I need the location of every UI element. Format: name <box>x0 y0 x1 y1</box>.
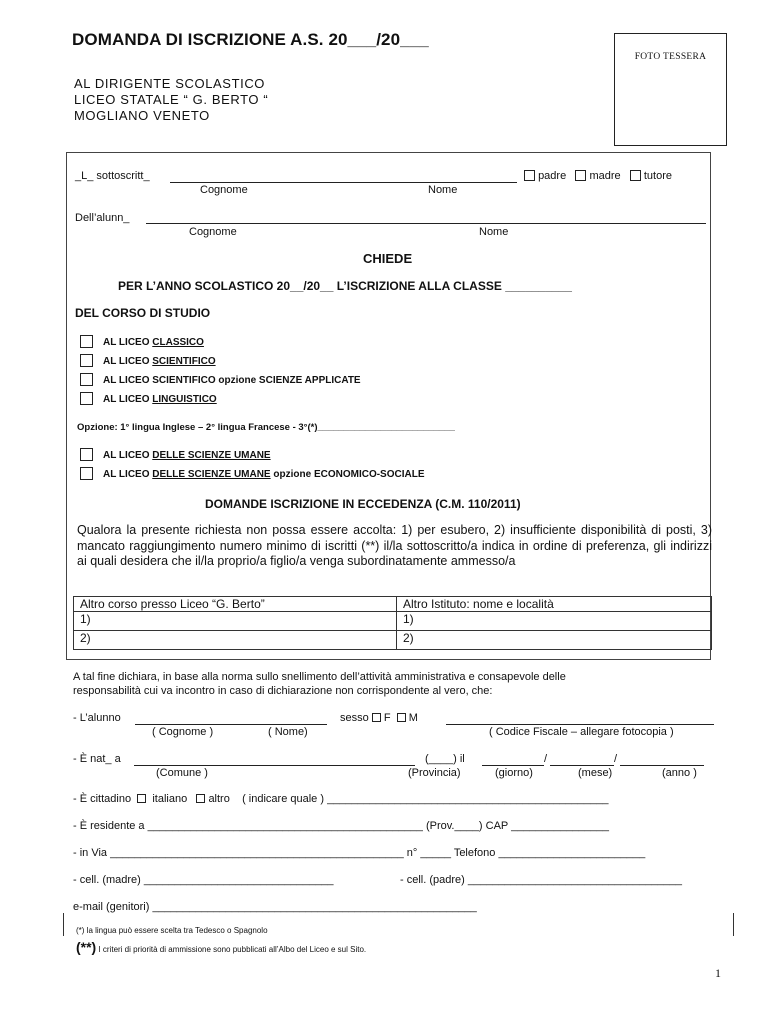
caption-anno: (anno ) <box>662 767 697 779</box>
caption-codice-fiscale: ( Codice Fiscale – allegare fotocopia ) <box>489 726 674 738</box>
table-cell[interactable]: 1) <box>397 612 712 631</box>
recipient-line-2: LICEO STATALE “ G. BERTO “ <box>74 92 269 107</box>
residente-row[interactable]: - È residente a _____________________________________________ (Prov.____) CAP ________________ <box>73 820 610 832</box>
sesso-group: sesso F M <box>340 712 418 724</box>
email-row[interactable]: e-mail (genitori) _____________________________________________________ <box>73 901 477 913</box>
course-scienze-umane[interactable]: AL LICEO DELLE SCIENZE UMANE <box>80 448 271 461</box>
course-economico-sociale[interactable]: AL LICEO DELLE SCIENZE UMANE opzione ECONOMICO-SOCIALE <box>80 467 425 480</box>
form-title: DOMANDA DI ISCRIZIONE A.S. 20___/20___ <box>72 30 429 49</box>
caption-provincia: (Provincia) <box>408 767 461 779</box>
mese-line[interactable] <box>550 765 614 766</box>
excess-heading: DOMANDE ISCRIZIONE IN ECCEDENZA (C.M. 110/2011) <box>205 497 521 511</box>
declaration-intro-1: A tal fine dichiara, in base alla norma sullo snellimento dell’attività amministrativa e consapevole delle <box>73 671 566 683</box>
scienze-umane-checkbox[interactable] <box>80 448 93 461</box>
alunno-label: - L’alunno <box>73 712 121 724</box>
provincia-il: (____) il <box>425 753 465 765</box>
applicant-label: _L_ sottoscritt_ <box>75 170 150 182</box>
madre-label: madre <box>589 170 621 182</box>
economico-sociale-checkbox[interactable] <box>80 467 93 480</box>
excess-paragraph: Qualora la presente richiesta non possa essere accolta: 1) per esubero, 2) insufficiente disponibilità di posti, 3) mancato raggiungimento numero minimo di iscritti (**) il/la sottoscritto/a indica in ordine di preferenza, gli indirizzi ai quali desidera che il/la proprio/a figlio/a venga subordinatamente ammesso/a <box>77 523 712 568</box>
altro-checkbox[interactable] <box>196 794 205 803</box>
cell-padre-row[interactable]: - cell. (padre) ___________________________________ <box>400 874 682 886</box>
language-option-line: Opzione: 1° lingua Inglese – 2° lingua Francese - 3°(*)__________________________ <box>77 422 455 433</box>
padre-checkbox[interactable] <box>524 170 535 181</box>
anno-line[interactable] <box>620 765 704 766</box>
alunno-name-line[interactable] <box>135 724 327 725</box>
table-header-altro-istituto: Altro Istituto: nome e località <box>397 597 712 612</box>
sesso-m-checkbox[interactable] <box>397 713 406 722</box>
left-margin-mark <box>63 913 64 936</box>
comune-line[interactable] <box>134 765 415 766</box>
caption-cognome: ( Cognome ) <box>152 726 214 738</box>
linguistico-checkbox[interactable] <box>80 392 93 405</box>
chiede-heading: CHIEDE <box>363 251 413 266</box>
italiano-checkbox[interactable] <box>137 794 146 803</box>
enrollment-frame <box>66 152 711 660</box>
tutore-label: tutore <box>643 170 672 182</box>
scienze-applicate-checkbox[interactable] <box>80 373 93 386</box>
caption-giorno: (giorno) <box>495 767 533 779</box>
student-name-line[interactable] <box>146 223 706 224</box>
codice-fiscale-line[interactable] <box>446 724 714 725</box>
nato-label: - È nat_ a <box>73 753 121 765</box>
right-margin-mark <box>733 913 734 936</box>
page-number: 1 <box>715 966 721 980</box>
footnote-2: (**) I criteri di priorità di ammissione sono pubblicati all’Albo del Liceo e sul Sito. <box>76 939 367 955</box>
date-sep-2: / <box>614 753 618 765</box>
declaration-intro-2: responsabilità cui va incontro in caso di dichiarazione non corrispondente al vero, che: <box>73 685 493 697</box>
cittadino-row: - È cittadino italiano altro ( indicare quale ) ______________________________________________ <box>73 793 609 805</box>
table-cell[interactable]: 2) <box>74 631 397 650</box>
footnote-1: (*) la lingua può essere scelta tra Tedesco o Spagnolo <box>76 926 268 935</box>
date-sep-1: / <box>544 753 548 765</box>
cell-madre-row[interactable]: - cell. (madre) _______________________________ <box>73 874 334 886</box>
via-row[interactable]: - in Via ________________________________________________ n° _____ Telefono ________________________ <box>73 847 646 859</box>
caption-mese: (mese) <box>578 767 613 779</box>
caption-comune: (Comune ) <box>156 767 208 779</box>
recipient-line-3: MOGLIANO VENETO <box>74 108 210 123</box>
student-cognome-caption: Cognome <box>189 226 237 238</box>
scientifico-checkbox[interactable] <box>80 354 93 367</box>
student-nome-caption: Nome <box>479 226 509 238</box>
applicant-nome-caption: Nome <box>428 184 458 196</box>
table-cell[interactable]: 1) <box>74 612 397 631</box>
table-header-altro-corso: Altro corso presso Liceo “G. Berto” <box>74 597 397 612</box>
school-year-line: PER L’ANNO SCOLASTICO 20__/20__ L’ISCRIZIONE ALLA CLASSE __________ <box>118 279 572 293</box>
altro-quale-field[interactable]: ( indicare quale ) ______________________________________________ <box>242 793 609 805</box>
sesso-f-checkbox[interactable] <box>372 713 381 722</box>
course-scientifico[interactable]: AL LICEO SCIENTIFICO <box>80 354 216 367</box>
course-scienze-applicate[interactable]: AL LICEO SCIENTIFICO opzione SCIENZE APPLICATE <box>80 373 361 386</box>
table-cell[interactable]: 2) <box>397 631 712 650</box>
recipient-line-1: AL DIRIGENTE SCOLASTICO <box>74 76 266 91</box>
padre-label: padre <box>538 170 567 182</box>
tutore-checkbox[interactable] <box>630 170 641 181</box>
applicant-roles <box>524 170 672 182</box>
applicant-cognome-caption: Cognome <box>200 184 248 196</box>
student-label: Dell’alunn_ <box>75 212 130 224</box>
course-linguistico[interactable]: AL LICEO LINGUISTICO <box>80 392 217 405</box>
alternatives-table <box>73 596 712 650</box>
course-classico[interactable]: AL LICEO CLASSICO <box>80 335 204 348</box>
madre-checkbox[interactable] <box>575 170 586 181</box>
caption-nome: ( Nome) <box>268 726 308 738</box>
corso-heading: DEL CORSO DI STUDIO <box>75 306 211 320</box>
giorno-line[interactable] <box>482 765 544 766</box>
classico-checkbox[interactable] <box>80 335 93 348</box>
applicant-name-line[interactable] <box>170 182 517 183</box>
photo-box <box>614 33 727 146</box>
photo-label: FOTO TESSERA <box>634 52 707 62</box>
